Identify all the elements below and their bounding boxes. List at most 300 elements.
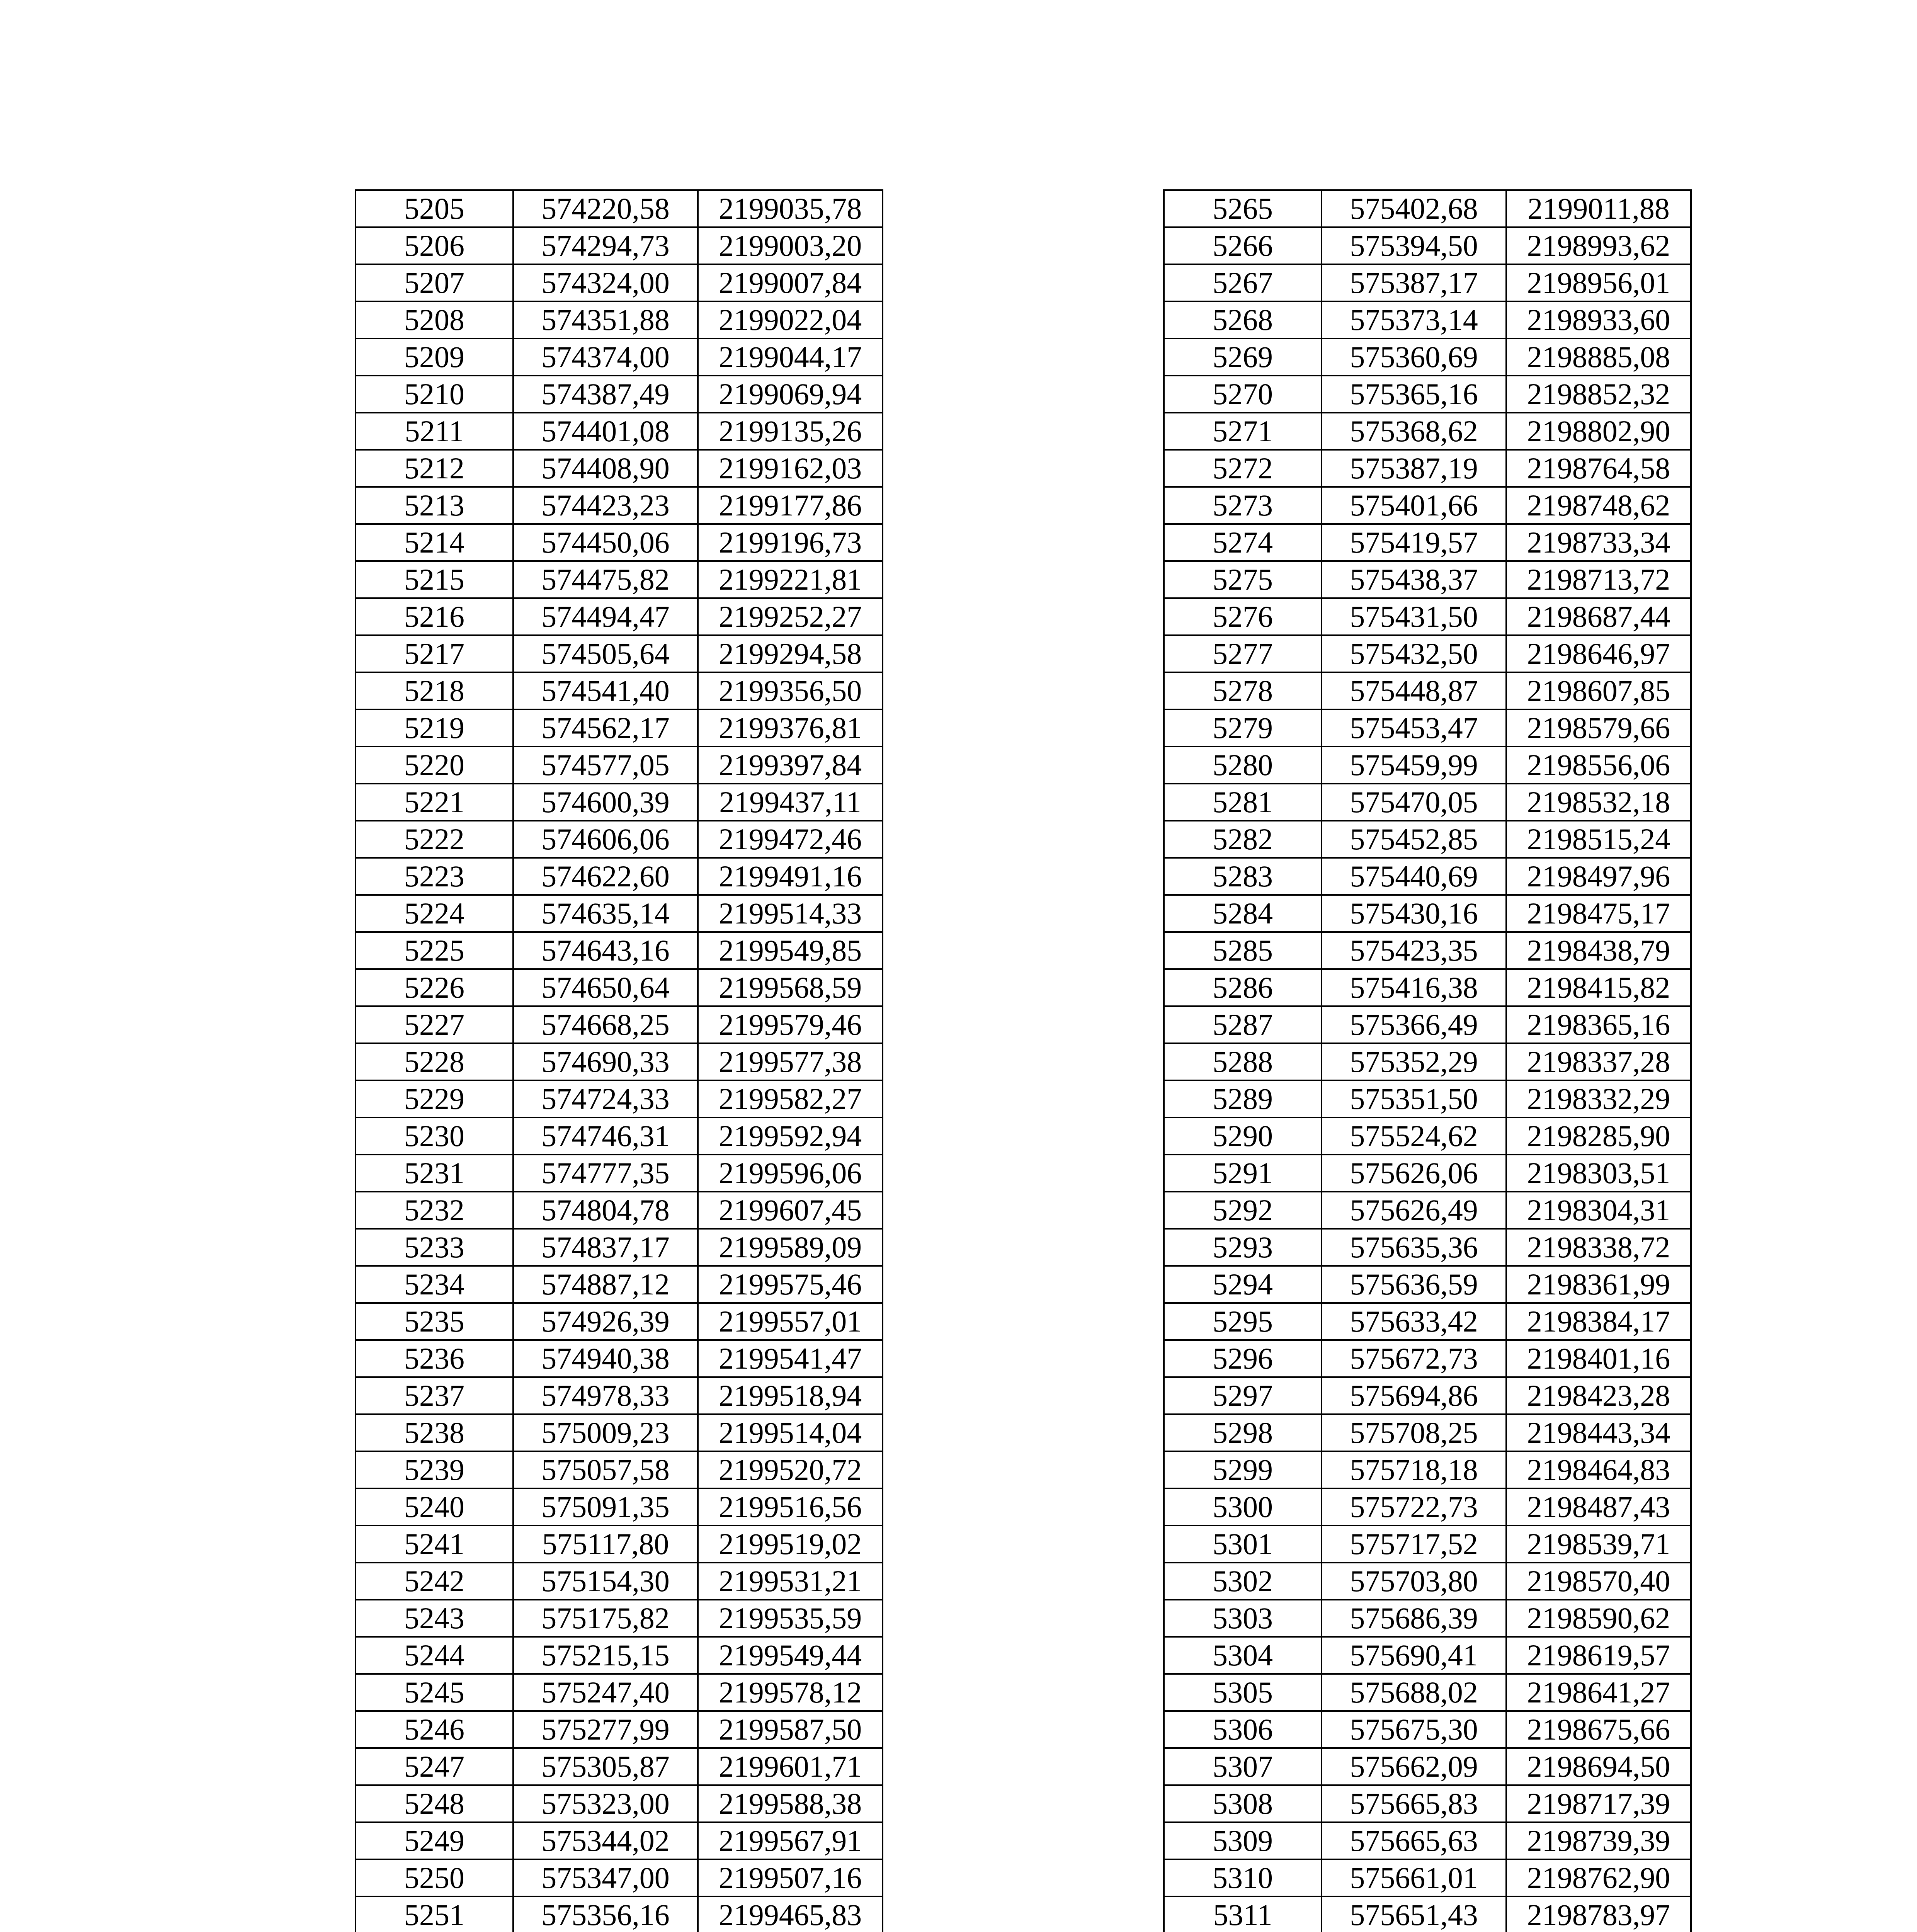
x-coordinate-cell: 575366,49	[1322, 1006, 1506, 1043]
x-coordinate-cell: 575636,59	[1322, 1266, 1506, 1303]
x-coordinate-cell: 575665,63	[1322, 1822, 1506, 1859]
x-coordinate-cell: 574650,64	[513, 969, 698, 1006]
x-coordinate-cell: 574475,82	[513, 561, 698, 598]
y-coordinate-cell: 2199596,06	[698, 1155, 883, 1192]
coordinates-table-left	[355, 189, 883, 1932]
x-coordinate-cell: 575423,35	[1322, 932, 1506, 969]
y-coordinate-cell: 2199162,03	[698, 450, 883, 487]
y-coordinate-cell: 2198487,43	[1506, 1488, 1691, 1526]
x-coordinate-cell: 575448,87	[1322, 672, 1506, 709]
point-number-cell: 5284	[1164, 895, 1322, 932]
y-coordinate-cell: 2199567,91	[698, 1822, 883, 1859]
x-coordinate-cell: 574294,73	[513, 227, 698, 264]
table-row	[356, 1414, 883, 1451]
x-coordinate-cell: 575344,02	[513, 1822, 698, 1859]
table-row	[356, 1600, 883, 1637]
y-coordinate-cell: 2198733,34	[1506, 524, 1691, 561]
table-row	[1164, 264, 1691, 301]
point-number-cell: 5238	[356, 1414, 513, 1451]
y-coordinate-cell: 2199578,12	[698, 1674, 883, 1711]
x-coordinate-cell: 575453,47	[1322, 709, 1506, 747]
point-number-cell: 5206	[356, 227, 513, 264]
table-row	[1164, 1563, 1691, 1600]
table-row	[1164, 227, 1691, 264]
table-row	[356, 561, 883, 598]
point-number-cell: 5297	[1164, 1377, 1322, 1414]
point-number-cell: 5273	[1164, 487, 1322, 524]
point-number-cell: 5288	[1164, 1043, 1322, 1080]
x-coordinate-cell: 575718,18	[1322, 1451, 1506, 1488]
table-row	[1164, 1340, 1691, 1377]
table-row	[1164, 1229, 1691, 1266]
y-coordinate-cell: 2199507,16	[698, 1859, 883, 1896]
y-coordinate-cell: 2199557,01	[698, 1303, 883, 1340]
point-number-cell: 5217	[356, 635, 513, 672]
x-coordinate-cell: 574777,35	[513, 1155, 698, 1192]
y-coordinate-cell: 2199520,72	[698, 1451, 883, 1488]
table-row	[1164, 1822, 1691, 1859]
table-row	[356, 1229, 883, 1266]
table-row	[1164, 747, 1691, 784]
table-row	[1164, 1414, 1691, 1451]
point-number-cell: 5282	[1164, 821, 1322, 858]
point-number-cell: 5214	[356, 524, 513, 561]
table-row	[1164, 1377, 1691, 1414]
point-number-cell: 5215	[356, 561, 513, 598]
point-number-cell: 5307	[1164, 1748, 1322, 1785]
y-coordinate-cell: 2199568,59	[698, 969, 883, 1006]
table-row	[1164, 598, 1691, 635]
table-row	[1164, 1488, 1691, 1526]
point-number-cell: 5213	[356, 487, 513, 524]
table-row	[1164, 784, 1691, 821]
x-coordinate-cell: 575675,30	[1322, 1711, 1506, 1748]
point-number-cell: 5301	[1164, 1526, 1322, 1563]
x-coordinate-cell: 575524,62	[1322, 1117, 1506, 1155]
table-row	[356, 821, 883, 858]
x-coordinate-cell: 574351,88	[513, 301, 698, 338]
table-row	[356, 524, 883, 561]
table-row	[1164, 1785, 1691, 1822]
point-number-cell: 5267	[1164, 264, 1322, 301]
x-coordinate-cell: 574220,58	[513, 190, 698, 227]
table-row	[1164, 1859, 1691, 1896]
y-coordinate-cell: 2198687,44	[1506, 598, 1691, 635]
table-row	[356, 895, 883, 932]
y-coordinate-cell: 2198285,90	[1506, 1117, 1691, 1155]
point-number-cell: 5251	[356, 1896, 513, 1932]
y-coordinate-cell: 2199575,46	[698, 1266, 883, 1303]
x-coordinate-cell: 574940,38	[513, 1340, 698, 1377]
x-coordinate-cell: 575431,50	[1322, 598, 1506, 635]
coordinates-table-body	[1164, 190, 1691, 1932]
table-row	[1164, 969, 1691, 1006]
x-coordinate-cell: 574926,39	[513, 1303, 698, 1340]
table-row	[356, 1117, 883, 1155]
table-row	[1164, 190, 1691, 227]
point-number-cell: 5300	[1164, 1488, 1322, 1526]
table-row	[356, 227, 883, 264]
table-row	[356, 1266, 883, 1303]
point-number-cell: 5269	[1164, 338, 1322, 376]
point-number-cell: 5245	[356, 1674, 513, 1711]
point-number-cell: 5205	[356, 190, 513, 227]
point-number-cell: 5246	[356, 1711, 513, 1748]
x-coordinate-cell: 575277,99	[513, 1711, 698, 1748]
y-coordinate-cell: 2198762,90	[1506, 1859, 1691, 1896]
table-row	[1164, 1600, 1691, 1637]
table-row	[1164, 1896, 1691, 1932]
table-row	[1164, 1266, 1691, 1303]
point-number-cell: 5309	[1164, 1822, 1322, 1859]
x-coordinate-cell: 575117,80	[513, 1526, 698, 1563]
y-coordinate-cell: 2199294,58	[698, 635, 883, 672]
table-row	[1164, 338, 1691, 376]
x-coordinate-cell: 574562,17	[513, 709, 698, 747]
y-coordinate-cell: 2198748,62	[1506, 487, 1691, 524]
y-coordinate-cell: 2198515,24	[1506, 821, 1691, 858]
table-row	[356, 1674, 883, 1711]
table-row	[356, 1822, 883, 1859]
table-row	[356, 1748, 883, 1785]
table-row	[1164, 635, 1691, 672]
point-number-cell: 5289	[1164, 1080, 1322, 1117]
x-coordinate-cell: 574724,33	[513, 1080, 698, 1117]
point-number-cell: 5235	[356, 1303, 513, 1340]
y-coordinate-cell: 2199465,83	[698, 1896, 883, 1932]
point-number-cell: 5236	[356, 1340, 513, 1377]
y-coordinate-cell: 2199007,84	[698, 264, 883, 301]
y-coordinate-cell: 2198338,72	[1506, 1229, 1691, 1266]
table-row	[356, 1006, 883, 1043]
point-number-cell: 5250	[356, 1859, 513, 1896]
point-number-cell: 5243	[356, 1600, 513, 1637]
x-coordinate-cell: 575419,57	[1322, 524, 1506, 561]
y-coordinate-cell: 2199011,88	[1506, 190, 1691, 227]
table-row	[1164, 450, 1691, 487]
y-coordinate-cell: 2198783,97	[1506, 1896, 1691, 1932]
x-coordinate-cell: 575703,80	[1322, 1563, 1506, 1600]
point-number-cell: 5209	[356, 338, 513, 376]
x-coordinate-cell: 574635,14	[513, 895, 698, 932]
y-coordinate-cell: 2198361,99	[1506, 1266, 1691, 1303]
y-coordinate-cell: 2198475,17	[1506, 895, 1691, 932]
x-coordinate-cell: 575452,85	[1322, 821, 1506, 858]
point-number-cell: 5277	[1164, 635, 1322, 672]
x-coordinate-cell: 575365,16	[1322, 376, 1506, 413]
x-coordinate-cell: 575352,29	[1322, 1043, 1506, 1080]
x-coordinate-cell: 574541,40	[513, 672, 698, 709]
point-number-cell: 5239	[356, 1451, 513, 1488]
point-number-cell: 5230	[356, 1117, 513, 1155]
point-number-cell: 5302	[1164, 1563, 1322, 1600]
x-coordinate-cell: 574324,00	[513, 264, 698, 301]
y-coordinate-cell: 2199397,84	[698, 747, 883, 784]
table-row	[356, 932, 883, 969]
x-coordinate-cell: 575175,82	[513, 1600, 698, 1637]
y-coordinate-cell: 2199356,50	[698, 672, 883, 709]
table-row	[356, 1451, 883, 1488]
table-row	[356, 1303, 883, 1340]
y-coordinate-cell: 2199376,81	[698, 709, 883, 747]
coordinates-table-body	[356, 190, 883, 1932]
y-coordinate-cell: 2199549,85	[698, 932, 883, 969]
table-row	[356, 709, 883, 747]
y-coordinate-cell: 2198646,97	[1506, 635, 1691, 672]
y-coordinate-cell: 2199516,56	[698, 1488, 883, 1526]
table-row	[1164, 1006, 1691, 1043]
y-coordinate-cell: 2199589,09	[698, 1229, 883, 1266]
table-row	[356, 301, 883, 338]
y-coordinate-cell: 2198590,62	[1506, 1600, 1691, 1637]
table-row	[1164, 1711, 1691, 1748]
point-number-cell: 5233	[356, 1229, 513, 1266]
point-number-cell: 5229	[356, 1080, 513, 1117]
y-coordinate-cell: 2198332,29	[1506, 1080, 1691, 1117]
point-number-cell: 5220	[356, 747, 513, 784]
y-coordinate-cell: 2198303,51	[1506, 1155, 1691, 1192]
x-coordinate-cell: 575401,66	[1322, 487, 1506, 524]
y-coordinate-cell: 2199592,94	[698, 1117, 883, 1155]
point-number-cell: 5218	[356, 672, 513, 709]
table-row	[1164, 932, 1691, 969]
point-number-cell: 5241	[356, 1526, 513, 1563]
point-number-cell: 5244	[356, 1637, 513, 1674]
y-coordinate-cell: 2199518,94	[698, 1377, 883, 1414]
x-coordinate-cell: 575247,40	[513, 1674, 698, 1711]
point-number-cell: 5275	[1164, 561, 1322, 598]
y-coordinate-cell: 2198365,16	[1506, 1006, 1691, 1043]
table-row	[356, 376, 883, 413]
table-row	[1164, 376, 1691, 413]
point-number-cell: 5292	[1164, 1192, 1322, 1229]
x-coordinate-cell: 575662,09	[1322, 1748, 1506, 1785]
point-number-cell: 5247	[356, 1748, 513, 1785]
x-coordinate-cell: 575091,35	[513, 1488, 698, 1526]
y-coordinate-cell: 2198423,28	[1506, 1377, 1691, 1414]
y-coordinate-cell: 2198802,90	[1506, 413, 1691, 450]
y-coordinate-cell: 2198304,31	[1506, 1192, 1691, 1229]
x-coordinate-cell: 575626,06	[1322, 1155, 1506, 1192]
point-number-cell: 5266	[1164, 227, 1322, 264]
y-coordinate-cell: 2199549,44	[698, 1637, 883, 1674]
y-coordinate-cell: 2199579,46	[698, 1006, 883, 1043]
x-coordinate-cell: 575416,38	[1322, 969, 1506, 1006]
y-coordinate-cell: 2199221,81	[698, 561, 883, 598]
point-number-cell: 5223	[356, 858, 513, 895]
x-coordinate-cell: 574978,33	[513, 1377, 698, 1414]
y-coordinate-cell: 2198607,85	[1506, 672, 1691, 709]
x-coordinate-cell: 575215,15	[513, 1637, 698, 1674]
y-coordinate-cell: 2198384,17	[1506, 1303, 1691, 1340]
x-coordinate-cell: 574577,05	[513, 747, 698, 784]
point-number-cell: 5216	[356, 598, 513, 635]
x-coordinate-cell: 575305,87	[513, 1748, 698, 1785]
point-number-cell: 5225	[356, 932, 513, 969]
x-coordinate-cell: 575430,16	[1322, 895, 1506, 932]
x-coordinate-cell: 574837,17	[513, 1229, 698, 1266]
table-row	[356, 1785, 883, 1822]
x-coordinate-cell: 574622,60	[513, 858, 698, 895]
x-coordinate-cell: 575651,43	[1322, 1896, 1506, 1932]
point-number-cell: 5234	[356, 1266, 513, 1303]
y-coordinate-cell: 2198717,39	[1506, 1785, 1691, 1822]
y-coordinate-cell: 2198443,34	[1506, 1414, 1691, 1451]
point-number-cell: 5222	[356, 821, 513, 858]
x-coordinate-cell: 574606,06	[513, 821, 698, 858]
point-number-cell: 5294	[1164, 1266, 1322, 1303]
point-number-cell: 5240	[356, 1488, 513, 1526]
y-coordinate-cell: 2199491,16	[698, 858, 883, 895]
x-coordinate-cell: 574600,39	[513, 784, 698, 821]
table-row	[1164, 1526, 1691, 1563]
point-number-cell: 5276	[1164, 598, 1322, 635]
y-coordinate-cell: 2198438,79	[1506, 932, 1691, 969]
y-coordinate-cell: 2198539,71	[1506, 1526, 1691, 1563]
x-coordinate-cell: 575057,58	[513, 1451, 698, 1488]
y-coordinate-cell: 2199514,33	[698, 895, 883, 932]
point-number-cell: 5207	[356, 264, 513, 301]
point-number-cell: 5296	[1164, 1340, 1322, 1377]
table-row	[356, 338, 883, 376]
y-coordinate-cell: 2198993,62	[1506, 227, 1691, 264]
point-number-cell: 5305	[1164, 1674, 1322, 1711]
x-coordinate-cell: 575626,49	[1322, 1192, 1506, 1229]
y-coordinate-cell: 2199607,45	[698, 1192, 883, 1229]
table-row	[356, 784, 883, 821]
x-coordinate-cell: 574450,06	[513, 524, 698, 561]
table-row	[356, 1896, 883, 1932]
y-coordinate-cell: 2199514,04	[698, 1414, 883, 1451]
table-row	[1164, 1192, 1691, 1229]
x-coordinate-cell: 575459,99	[1322, 747, 1506, 784]
y-coordinate-cell: 2199472,46	[698, 821, 883, 858]
point-number-cell: 5280	[1164, 747, 1322, 784]
table-row	[356, 858, 883, 895]
x-coordinate-cell: 575661,01	[1322, 1859, 1506, 1896]
y-coordinate-cell: 2199177,86	[698, 487, 883, 524]
point-number-cell: 5210	[356, 376, 513, 413]
y-coordinate-cell: 2198619,57	[1506, 1637, 1691, 1674]
table-row	[1164, 301, 1691, 338]
y-coordinate-cell: 2198852,32	[1506, 376, 1691, 413]
table-row	[356, 1080, 883, 1117]
x-coordinate-cell: 575440,69	[1322, 858, 1506, 895]
y-coordinate-cell: 2198570,40	[1506, 1563, 1691, 1600]
table-row	[1164, 709, 1691, 747]
x-coordinate-cell: 575323,00	[513, 1785, 698, 1822]
x-coordinate-cell: 574401,08	[513, 413, 698, 450]
table-row	[1164, 1674, 1691, 1711]
x-coordinate-cell: 574505,64	[513, 635, 698, 672]
x-coordinate-cell: 575717,52	[1322, 1526, 1506, 1563]
table-row	[1164, 524, 1691, 561]
y-coordinate-cell: 2199588,38	[698, 1785, 883, 1822]
point-number-cell: 5299	[1164, 1451, 1322, 1488]
point-number-cell: 5228	[356, 1043, 513, 1080]
y-coordinate-cell: 2198532,18	[1506, 784, 1691, 821]
point-number-cell: 5265	[1164, 190, 1322, 227]
y-coordinate-cell: 2199587,50	[698, 1711, 883, 1748]
x-coordinate-cell: 575665,83	[1322, 1785, 1506, 1822]
x-coordinate-cell: 575470,05	[1322, 784, 1506, 821]
y-coordinate-cell: 2199577,38	[698, 1043, 883, 1080]
x-coordinate-cell: 575360,69	[1322, 338, 1506, 376]
y-coordinate-cell: 2199022,04	[698, 301, 883, 338]
table-row	[1164, 1043, 1691, 1080]
x-coordinate-cell: 575432,50	[1322, 635, 1506, 672]
point-number-cell: 5270	[1164, 376, 1322, 413]
point-number-cell: 5242	[356, 1563, 513, 1600]
point-number-cell: 5211	[356, 413, 513, 450]
point-number-cell: 5286	[1164, 969, 1322, 1006]
x-coordinate-cell: 575154,30	[513, 1563, 698, 1600]
point-number-cell: 5291	[1164, 1155, 1322, 1192]
x-coordinate-cell: 575373,14	[1322, 301, 1506, 338]
y-coordinate-cell: 2198694,50	[1506, 1748, 1691, 1785]
y-coordinate-cell: 2198415,82	[1506, 969, 1691, 1006]
x-coordinate-cell: 574668,25	[513, 1006, 698, 1043]
x-coordinate-cell: 575688,02	[1322, 1674, 1506, 1711]
table-row	[1164, 672, 1691, 709]
x-coordinate-cell: 574374,00	[513, 338, 698, 376]
table-row	[1164, 1080, 1691, 1117]
x-coordinate-cell: 575356,16	[513, 1896, 698, 1932]
table-row	[356, 487, 883, 524]
coordinates-table-right	[1163, 189, 1692, 1932]
table-row	[356, 1155, 883, 1192]
x-coordinate-cell: 575351,50	[1322, 1080, 1506, 1117]
x-coordinate-cell: 575368,62	[1322, 413, 1506, 450]
x-coordinate-cell: 575722,73	[1322, 1488, 1506, 1526]
point-number-cell: 5304	[1164, 1637, 1322, 1674]
x-coordinate-cell: 575438,37	[1322, 561, 1506, 598]
point-number-cell: 5308	[1164, 1785, 1322, 1822]
point-number-cell: 5268	[1164, 301, 1322, 338]
y-coordinate-cell: 2199437,11	[698, 784, 883, 821]
table-row	[356, 413, 883, 450]
point-number-cell: 5303	[1164, 1600, 1322, 1637]
table-row	[1164, 1155, 1691, 1192]
point-number-cell: 5311	[1164, 1896, 1322, 1932]
y-coordinate-cell: 2198641,27	[1506, 1674, 1691, 1711]
x-coordinate-cell: 574643,16	[513, 932, 698, 969]
table-row	[1164, 1303, 1691, 1340]
x-coordinate-cell: 574746,31	[513, 1117, 698, 1155]
point-number-cell: 5237	[356, 1377, 513, 1414]
y-coordinate-cell: 2199582,27	[698, 1080, 883, 1117]
table-row	[356, 1340, 883, 1377]
y-coordinate-cell: 2199252,27	[698, 598, 883, 635]
x-coordinate-cell: 575686,39	[1322, 1600, 1506, 1637]
y-coordinate-cell: 2199044,17	[698, 338, 883, 376]
point-number-cell: 5290	[1164, 1117, 1322, 1155]
x-coordinate-cell: 575690,41	[1322, 1637, 1506, 1674]
point-number-cell: 5285	[1164, 932, 1322, 969]
y-coordinate-cell: 2199531,21	[698, 1563, 883, 1600]
point-number-cell: 5249	[356, 1822, 513, 1859]
y-coordinate-cell: 2198401,16	[1506, 1340, 1691, 1377]
table-row	[356, 1043, 883, 1080]
x-coordinate-cell: 575633,42	[1322, 1303, 1506, 1340]
table-row	[1164, 1451, 1691, 1488]
x-coordinate-cell: 575694,86	[1322, 1377, 1506, 1414]
x-coordinate-cell: 575402,68	[1322, 190, 1506, 227]
point-number-cell: 5306	[1164, 1711, 1322, 1748]
table-row	[356, 747, 883, 784]
x-coordinate-cell: 574408,90	[513, 450, 698, 487]
y-coordinate-cell: 2199035,78	[698, 190, 883, 227]
